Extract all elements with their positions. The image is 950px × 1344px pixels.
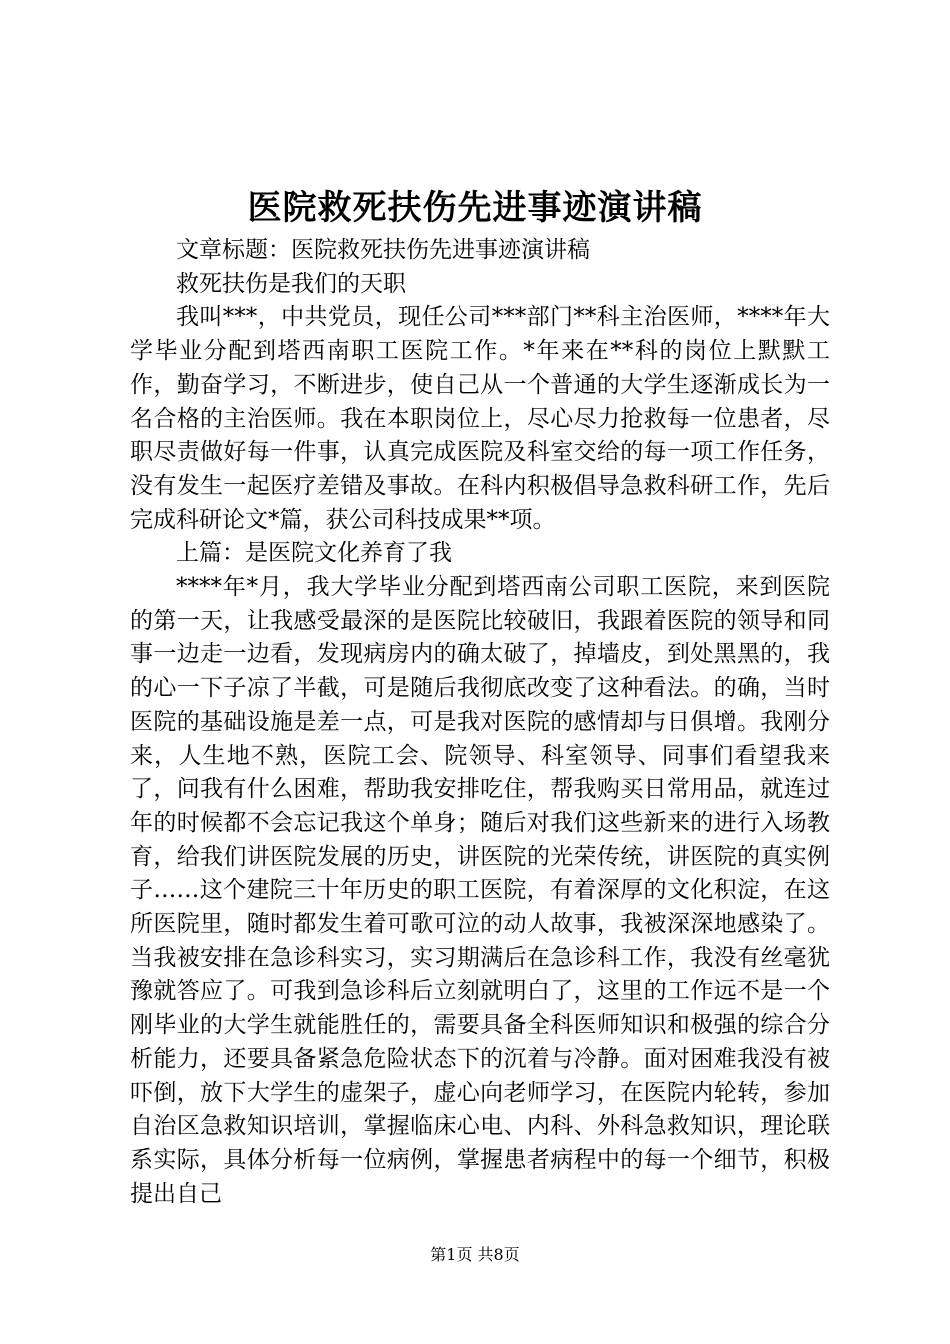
paragraph-subtitle: 救死扶伤是我们的天职 xyxy=(176,270,406,297)
document-body xyxy=(130,234,830,1211)
document-title: 医院救死扶伤先进事迹演讲稿 xyxy=(247,188,703,228)
paragraph-section-body: ****年*月，我大学毕业分配到塔西南公司职工医院，来到医院的第一天，让我感受最深的是医院比较破旧，我跟着医院的领导和同事一边走一边看，发现病房内的确太破了，掉墙皮，到处黑黑的，我的心一下子凉了半截，可是随后我彻底改变了这种看法。的确，当时医院的基础设施是差一点，可是我对医院的感情却与日俱增。我刚分来，人生地不熟，医院工会、院领导、科室领导、同事们看望我来了，问我有什么困难，帮助我安排吃住，帮我购买日常用品，就连过年的时候都不会忘记我这个单身；随后对我们这些新来的进行入场教育，给我们讲医院发展的历史，讲医院的光荣传统，讲医院的真实例子……这个建院三十年历史的职工医院，有着深厚的文化积淀，在这所医院里，随时都发生着可歌可泣的动人故事，我被深深地感染了。当我被安排在急诊科实习，实习期满后在急诊科工作，我没有丝毫犹豫就答应了。可我到急诊科后立刻就明白了，这里的工作远不是一个刚毕业的大学生就能胜任的，需要具备全科医师知识和极强的综合分析能力，还要具备紧急危险状态下的沉着与冷静。面对困难我没有被吓倒，放下大学生的虚架子，虚心向老师学习，在医院内轮转，参加自治区急救知识培训，掌握临床心电、内科、外科急救知识，理论联系实际，具体分析每一位病例，掌握患者病程中的每一个细节，积极提出自己 xyxy=(130,574,830,1207)
page-number-footer: 第1页 共8页 xyxy=(430,1245,520,1264)
paragraph-introduction: 我叫***，中共党员，现任公司***部门**科主治医师，****年大学毕业分配到塔西南职工医院工作。*年来在**科的岗位上默默工作，勤奋学习，不断进步，使自己从一个普通的大学生逐渐成长为一名合格的主治医师。我在本职岗位上，尽心尽力抢救每一位患者，尽职尽责做好每一件事，认真完成医院及科室交给的每一项工作任务，没有发生一起医疗差错及事故。在科内积极倡导急救科研工作，先后完成科研论文*篇，获公司科技成果**项。 xyxy=(130,304,830,533)
paragraph-article-title: 文章标题：医院救死扶伤先进事迹演讲稿 xyxy=(176,237,590,263)
paragraph-section-heading: 上篇：是医院文化养育了我 xyxy=(176,540,452,567)
